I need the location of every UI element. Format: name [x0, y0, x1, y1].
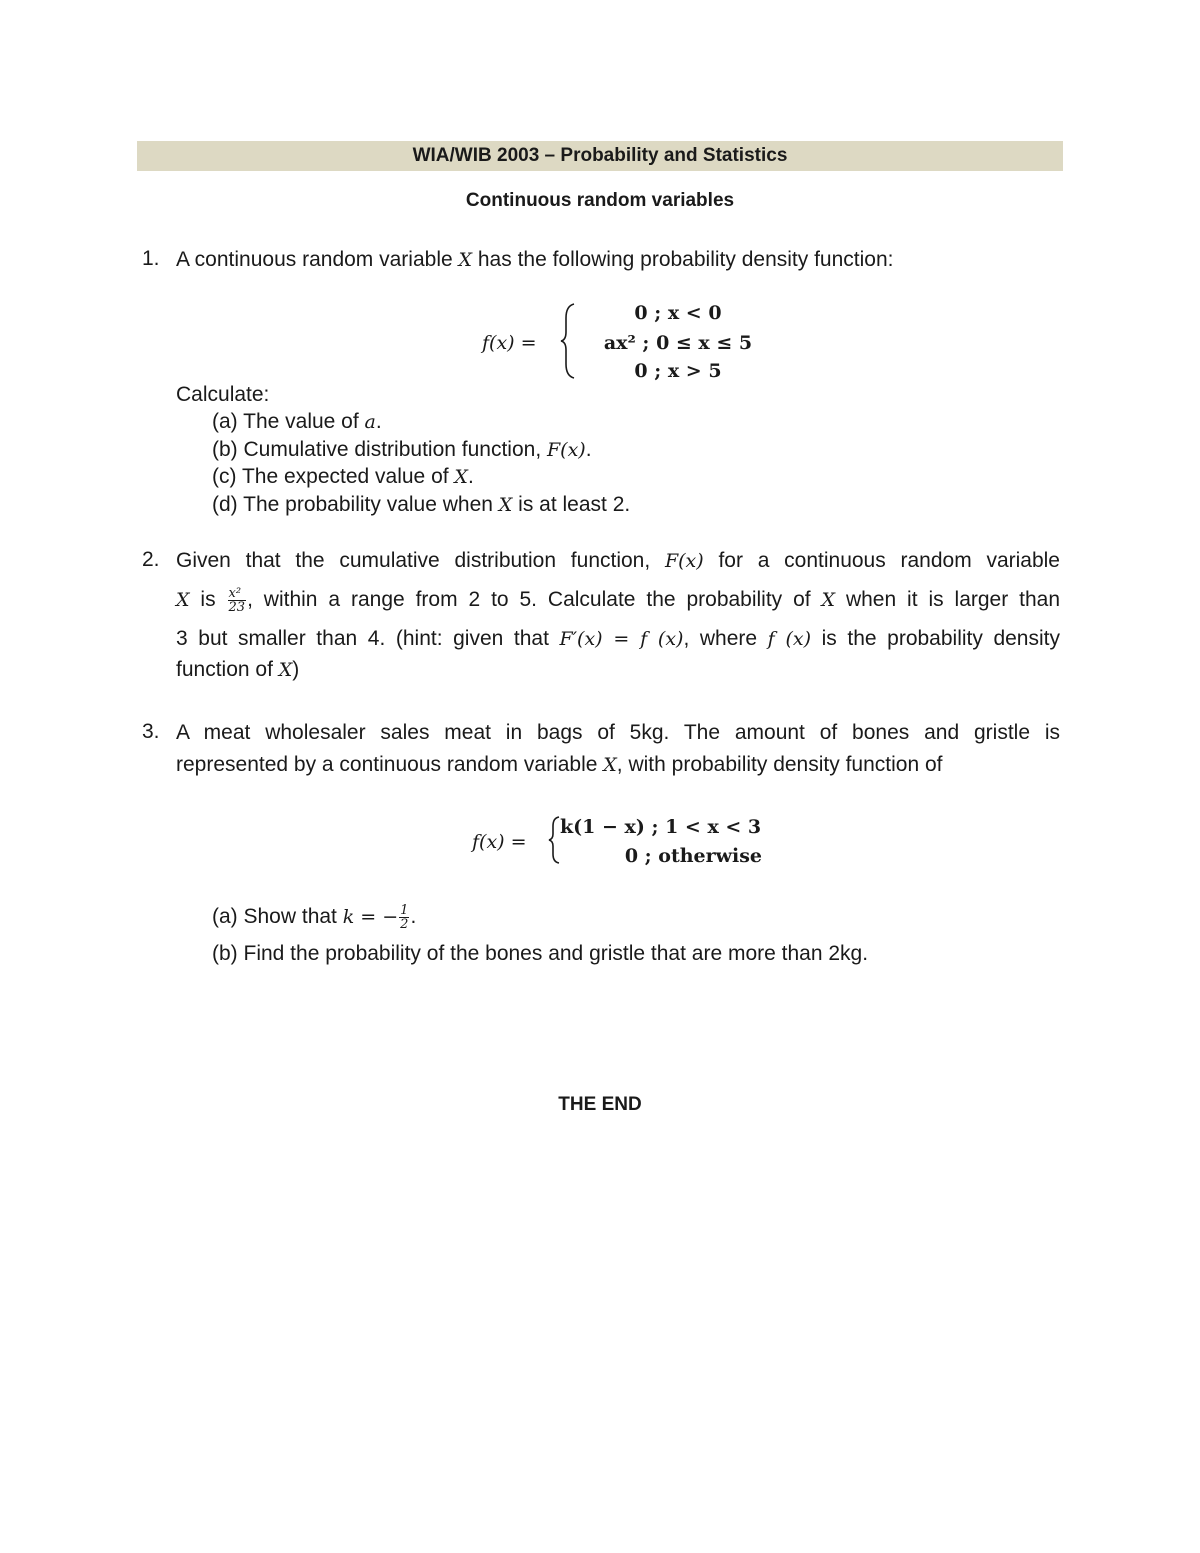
course-title-bar: [137, 141, 1063, 171]
q1-part-a: (a) The value of a.: [212, 410, 382, 433]
q3-line-2: represented by a continuous random variable X, with probability density function of: [176, 753, 943, 776]
q1-calculate: Calculate:: [176, 383, 270, 406]
q3-line-1: A meat wholesaler sales meat in bags of 5kg. The amount of bones and gristle is: [176, 721, 1060, 744]
q1-case-3: 0 ; x > 5: [634, 360, 722, 382]
q1-case-1: 0 ; x < 0: [634, 302, 722, 324]
q1-intro: A continuous random variable X has the following probability density function:: [176, 248, 894, 271]
q3-part-a: (a) Show that k = − $\frac{1}{2}$ .: [212, 902, 417, 932]
q2-line-4: function of X): [176, 658, 300, 681]
q1-part-c: (c) The expected value of X.: [212, 465, 474, 488]
q3-number: 3.: [142, 720, 160, 743]
q1-left-brace: [560, 302, 578, 380]
q2-line-3: 3 but smaller than 4. (hint: given that F′(x) = f (x), where f (x) is the probability density: [176, 627, 1060, 650]
q3-pdf-lhs: f(x) =: [472, 831, 527, 853]
section-title: Continuous random variables: [465, 190, 735, 211]
q1-part-b: (b) Cumulative distribution function, F(x).: [212, 438, 592, 461]
course-title: WIA/WIB 2003 – Probability and Statistics: [412, 145, 788, 166]
q2-line-2: X is $\frac{\text{x²}}{23}$ , within a range from 2 to 5. Calculate the probability of X when it is larger than: [176, 585, 1060, 615]
q2-number: 2.: [142, 548, 160, 571]
q1-part-d: (d) The probability value when X is at least 2.: [212, 493, 631, 516]
q2-line-1: Given that the cumulative distribution function, F(x) for a continuous random variable: [176, 549, 1060, 572]
q2-fraction: $\frac{\text{x²}}{23}$: [228, 585, 246, 615]
q1-pdf-lhs: f(x) =: [482, 332, 537, 354]
q1-case-2: ax² ; 0 ≤ x ≤ 5: [603, 332, 753, 354]
q3-case-2: 0 ; otherwise: [624, 845, 762, 867]
math-var: X: [458, 249, 473, 271]
q3-fraction: $\frac{1}{2}$: [400, 902, 409, 932]
q3-case-1: k(1 − x) ; 1 < x < 3: [560, 816, 762, 838]
q3-part-b: (b) Find the probability of the bones and gristle that are more than 2kg.: [212, 942, 869, 965]
q1-number: 1.: [142, 247, 160, 270]
the-end: THE END: [558, 1094, 642, 1115]
